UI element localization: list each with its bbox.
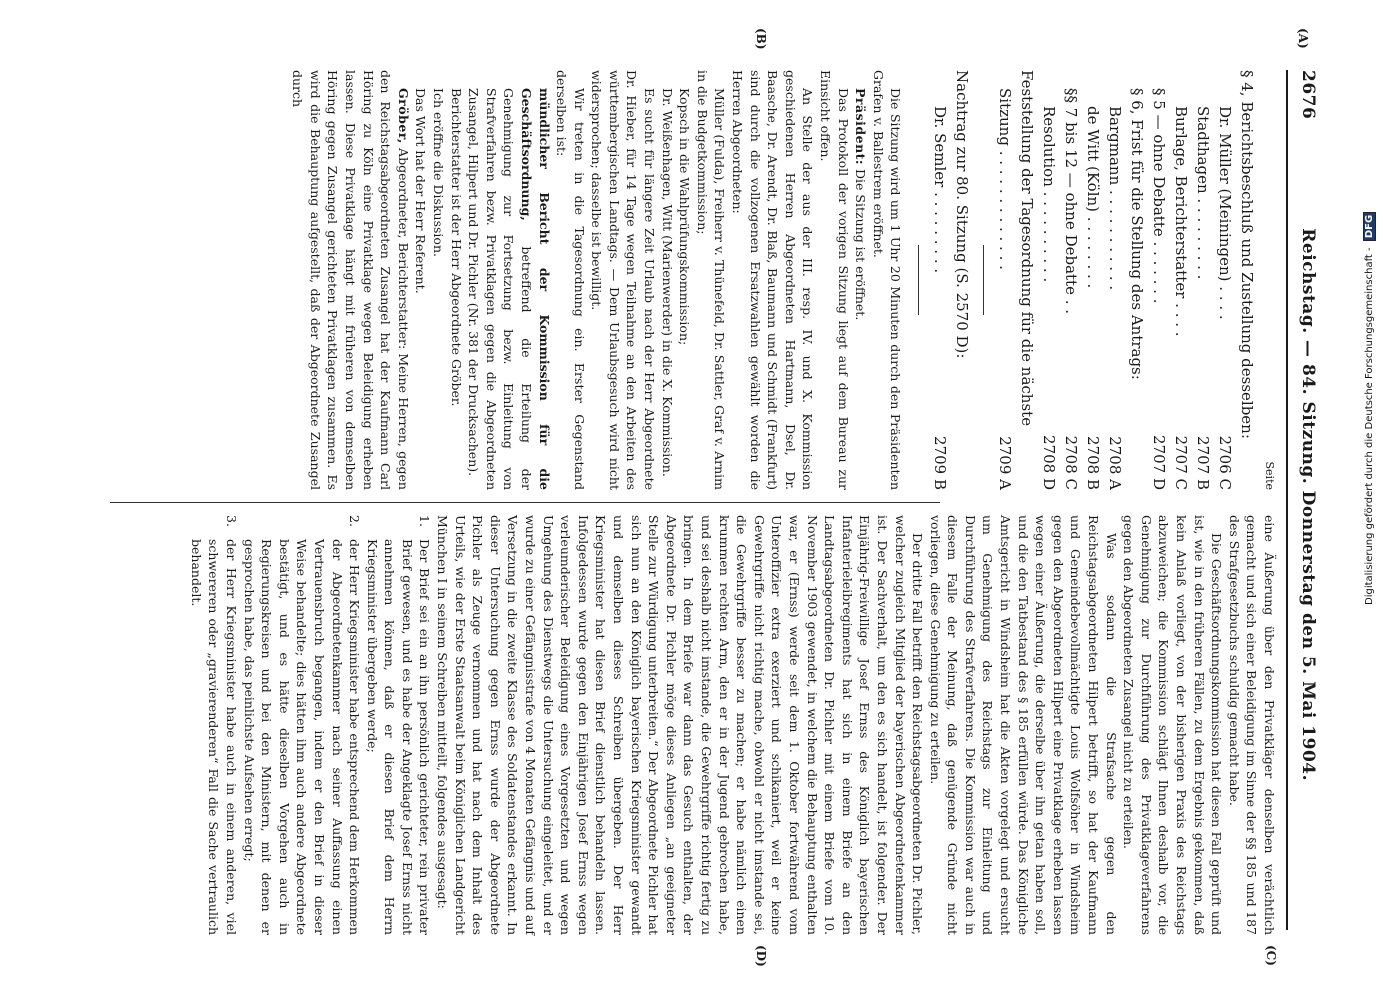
header-rule — [1286, 70, 1288, 930]
column-divider — [110, 502, 940, 503]
right-column — [187, 515, 1278, 935]
digitization-note: Digitalisierung gefördert durch die Deutsche Forschungsgemeinschaft - DFG — [1363, 212, 1376, 605]
toc-fest: Feststellung der Tagesordnung für die nächste — [1018, 70, 1037, 427]
toc-row: §§ 7 bis 12 — ohne Debatte . . 2708 C Resolution . . . . . . . . . . 2708 D — [1040, 88, 1081, 490]
marker-a: (A) — [1296, 28, 1310, 49]
list-item: 3. der Herr Kriegsminister habe auch in einem anderen, viel schwereren oder „gravierenderen“ Fall die Sache vertraulich behandelt. — [188, 515, 239, 935]
page-number: 2676 — [1298, 70, 1318, 120]
left-column — [289, 70, 1278, 490]
document-page — [70, 0, 1370, 1000]
running-title: Reichstag. — 84. Sitzung. Donnerstag den 5. Mai 1904. — [1298, 228, 1318, 782]
toc-nachtrag: Nachtrag zur 80. Sitzung (S. 2570 D): — [953, 70, 972, 359]
paragraph: Müller (Fulda), Freiherr v. Thünefeld, Dr. Sattler, Graf v. Arnim in die Budgetkommission; — [694, 70, 728, 490]
paragraph: Berichterstatter ist der Herr Abgeordnete Gröber. — [448, 88, 464, 407]
toc-row: de Witt (Köln) . . . . . . . . 2708 B — [1084, 106, 1103, 490]
paragraph: An Stelle der aus der III. resp. IV. und X. Kommission geschiedenen Herren Abgeordneten Hartmann, Dsel, Dr. Baasche, Dr. Arendt, Dr. Blaß, Baumann und Schmidt (Frankfurt) sind durch die vollzogenen Ersatzwahlen gewählt worden die Herren Abgeordneten: — [730, 70, 816, 490]
paragraph: Dr. Weißenhagen, Witt (Marienwerder) in die X. Kommission. — [659, 88, 675, 477]
paragraph: Kopsch in die Wahlprüfungskommission; — [677, 88, 693, 346]
separator-rule — [983, 245, 984, 315]
toc-row: Bargmann . . . . . . . . . . . 2708 A — [1106, 106, 1125, 490]
paragraph: Die Geschäftsordnungskommission hat diesen Fall geprüft und ist, wie in den früheren Fällen, zu dem Ergebnis gekommen, daß kein Anlaß vorliegt, von der bisherigen Praxis des Reichstags abzuweichen; die Kommission schlägt Ihnen deshalb vor, die Genehmigung zur Durchführung des Privatklageverfahrens gegen den Abgeordneten Zusangel nicht zu erteilen. — [1121, 515, 1225, 935]
toc-rows — [1170, 70, 1236, 490]
list-item: 1. Der Brief sei ein an ihn persönlich gerichteter, rein privater Brief gewesen, und es habe der Angeklagte Josef Ernss nicht annehmen können, daß er diesen Brief dem Herrn Kriegsminister übergeben werde; — [364, 515, 433, 935]
toc-row: § 5 — ohne Debatte . . . . . . . 2707 D — [1150, 88, 1169, 490]
toc-rows-2 — [1082, 70, 1126, 490]
paragraph: Es sucht für längere Zeit Urlaub nach der Herr Abgeordnete Dr. Hieber, für 14 Tage wegen Teilnahme an den Arbeiten des württembergischen Landtags. — Dem Urlaubsgesuch wird nicht widersprochen; dasselbe ist bewilligt. — [589, 70, 658, 490]
toc-item-4: § 4, Berichtsbeschluß und Zustellung desselben: — [1238, 70, 1257, 439]
paragraph: eine Äußerung über den Privatkläger denselben verächtlich gemacht und sich einer Beleidigung im Sinne der §§ 185 und 187 des Strafgesetzbuchs schuldig gemacht habe. — [1226, 515, 1277, 935]
paragraph: Ich eröffne die Diskussion. — [430, 88, 446, 257]
toc-row: Dr. Müller (Meiningen) . . . . 2706 C — [1216, 106, 1235, 490]
paragraph: Was sodann die Strafsache gegen den Reichstagsabgeordneten Hilpert betrifft, so hat der Kaufmann und Gemeindebevollmächtigte Louis Wolfsöher in Windsheim gegen den Abgeordneten Hilpert eine Privatklage erheben lassen wegen einer Äußerung, die derselbe über ihn getan haben soll, und die den Tatbestand des § 185 erfüllen würde. Das Königliche Amtsgericht in Windsheim hat die Akten vorgelegt und ersucht um Genehmigung des Reichstags zur Einleitung und Durchführung des Strafverfahrens. Die Kommission war auch in diesem Falle der Meinung, daß genügende Gründe nicht vorliegen, diese Genehmigung zu erteilen. — [927, 515, 1119, 935]
toc-row: Dr. Semler . . . . . . . . . 2709 B — [931, 106, 950, 490]
paragraph: Gröber, Abgeordneter, Berichterstatter: Meine Herren, gegen den Reichstagsabgeordneten Zusangel hat der Kaufmann Carl Höring zu Köln eine Privatklage wegen Beleidigung erheben lassen. Diese Privatklage hängt mit früheren von demselben Höring gegen Zusangel gerichteten Privatklagen zusammen. Es wird die Behauptung aufgestellt, daß der Abgeordnete Zusangel durch — [290, 70, 411, 490]
marker-d: (D) — [754, 945, 768, 967]
separator-rule — [918, 245, 919, 315]
paragraph: mündlicher Bericht der Kommission für die Geschäftsordnung, betreffend die Erteilung der Genehmigung zur Fortsetzung bezw. Einleitung von Strafverfahren bezw. Privatklagen gegen die Abgeordneten Zusangel, Hilpert und Dr. Pichler (Nr. 381 der Drucksachen). — [466, 88, 552, 490]
paragraph: Wir treten in die Tagesordnung ein. Erster Gegenstand derselben ist: — [554, 70, 587, 490]
list-item: 2. der Herr Kriegsminister habe entsprechend dem Herkommen der Abgeordnetenkammer nach seiner Auffassung einen Vertrauensbruch begangen, indem er den Brief in dieser Weise behandelte; dies hätten ihm auch andere Abgeordnete bestätigt, und es hätte dieselben Vorgehen auch in Regierungskreisen und bei den Ministern, mit denen er gesprochen habe, das peinlichste Aufsehen erregt; — [241, 515, 363, 935]
toc-row: Sitzung . . . . . . . . . . . . . 2709 A — [996, 88, 1015, 490]
paragraph: Das Wort hat der Herr Referent. — [413, 88, 429, 294]
toc-row: Burlage, Berichterstatter . . . . 2707 C — [1172, 106, 1191, 490]
toc-item-6: § 6, Frist für die Stellung des Antrags: — [1128, 88, 1147, 380]
marker-c: (C) — [1264, 945, 1278, 966]
marker-b: (B) — [754, 28, 768, 50]
paragraph: Das Protokoll der vorigen Sitzung liegt auf dem Bureau zur Einsicht offen. — [818, 70, 851, 490]
dfg-logo: DFG — [1363, 212, 1376, 241]
page-header — [1298, 70, 1318, 930]
toc-row: Stadthagen . . . . . . . . . 2707 B — [1194, 106, 1213, 490]
paragraph: Die Sitzung wird um 1 Uhr 20 Minuten durch den Präsidenten Grafen v. Ballestrem eröffnet. — [870, 70, 904, 490]
toc-head: Seite — [1263, 461, 1276, 490]
paragraph: Der dritte Fall betrifft den Reichstagsabgeordneten Dr. Pichler, welcher zugleich Mitglied der bayerischen Abgeordnetenkammer ist. Der Sachverhalt, um den es sich handelt, ist folgender. Der Einjährig-Freiwillige Josef Ernss des Königlich bayerischen Infanterieleibregiments hat sich in einem Briefe an den Landtagsabgeordneten Dr. Pichler mit einem Briefe vom 10. November 1903 gewendet, in welchem die Behauptung enthalten war, er (Ernss) werde seit dem 1. Oktober fortwährend vom Unteroffizier extra exerziert und schikaniert, weil er keine Gewehrgriffe nicht richtig mache, obwohl er nicht imstande sei, die Gewehrgriffe besser zu machen; er habe nämlich einen krummen rechten Arm, den er in der Jugend gebrochen habe, und sei deshalb nicht imstande, die Gewehrgriffe richtig fertig zu bringen. In dem Briefe war dann das Gesuch enthalten, der Abgeordnete Dr. Pichler möge dieses Anliegen „an geeigneter Stelle zur Würdigung unterbreiten.“ Der Abgeordnete Pichler hat sich nun an den Königlich bayerischen Kriegsminister gewandt und demselben dieses Schreiben übergeben. Der Herr Kriegsminister hat diesen Brief dienstlich behandeln lassen. Infolgedessen wurde gegen den Einjährigen Josef Ernss wegen verleumderischer Beleidigung eines Vorgesetzten und wegen Umgehung des Dienstwegs die Untersuchung eingeleitet, und er wurde zu einer Gefängnisstrafe von 4 Monaten Gefängnis und auf Versetzung in die zweite Klasse des Soldatenstandes erkannt. In dieser Untersuchung gegen Ernss wurde der Abgeordnete Pichler als Zeuge vernommen und hat nach dem Inhalt des Urteils, wie der Erste Staatsanwalt beim Königlichen Landgericht München I in seinem Schreiben mitteilt, folgendes ausgesagt: — [435, 515, 926, 935]
paragraph: Präsident: Die Sitzung ist eröffnet. — [853, 88, 869, 321]
